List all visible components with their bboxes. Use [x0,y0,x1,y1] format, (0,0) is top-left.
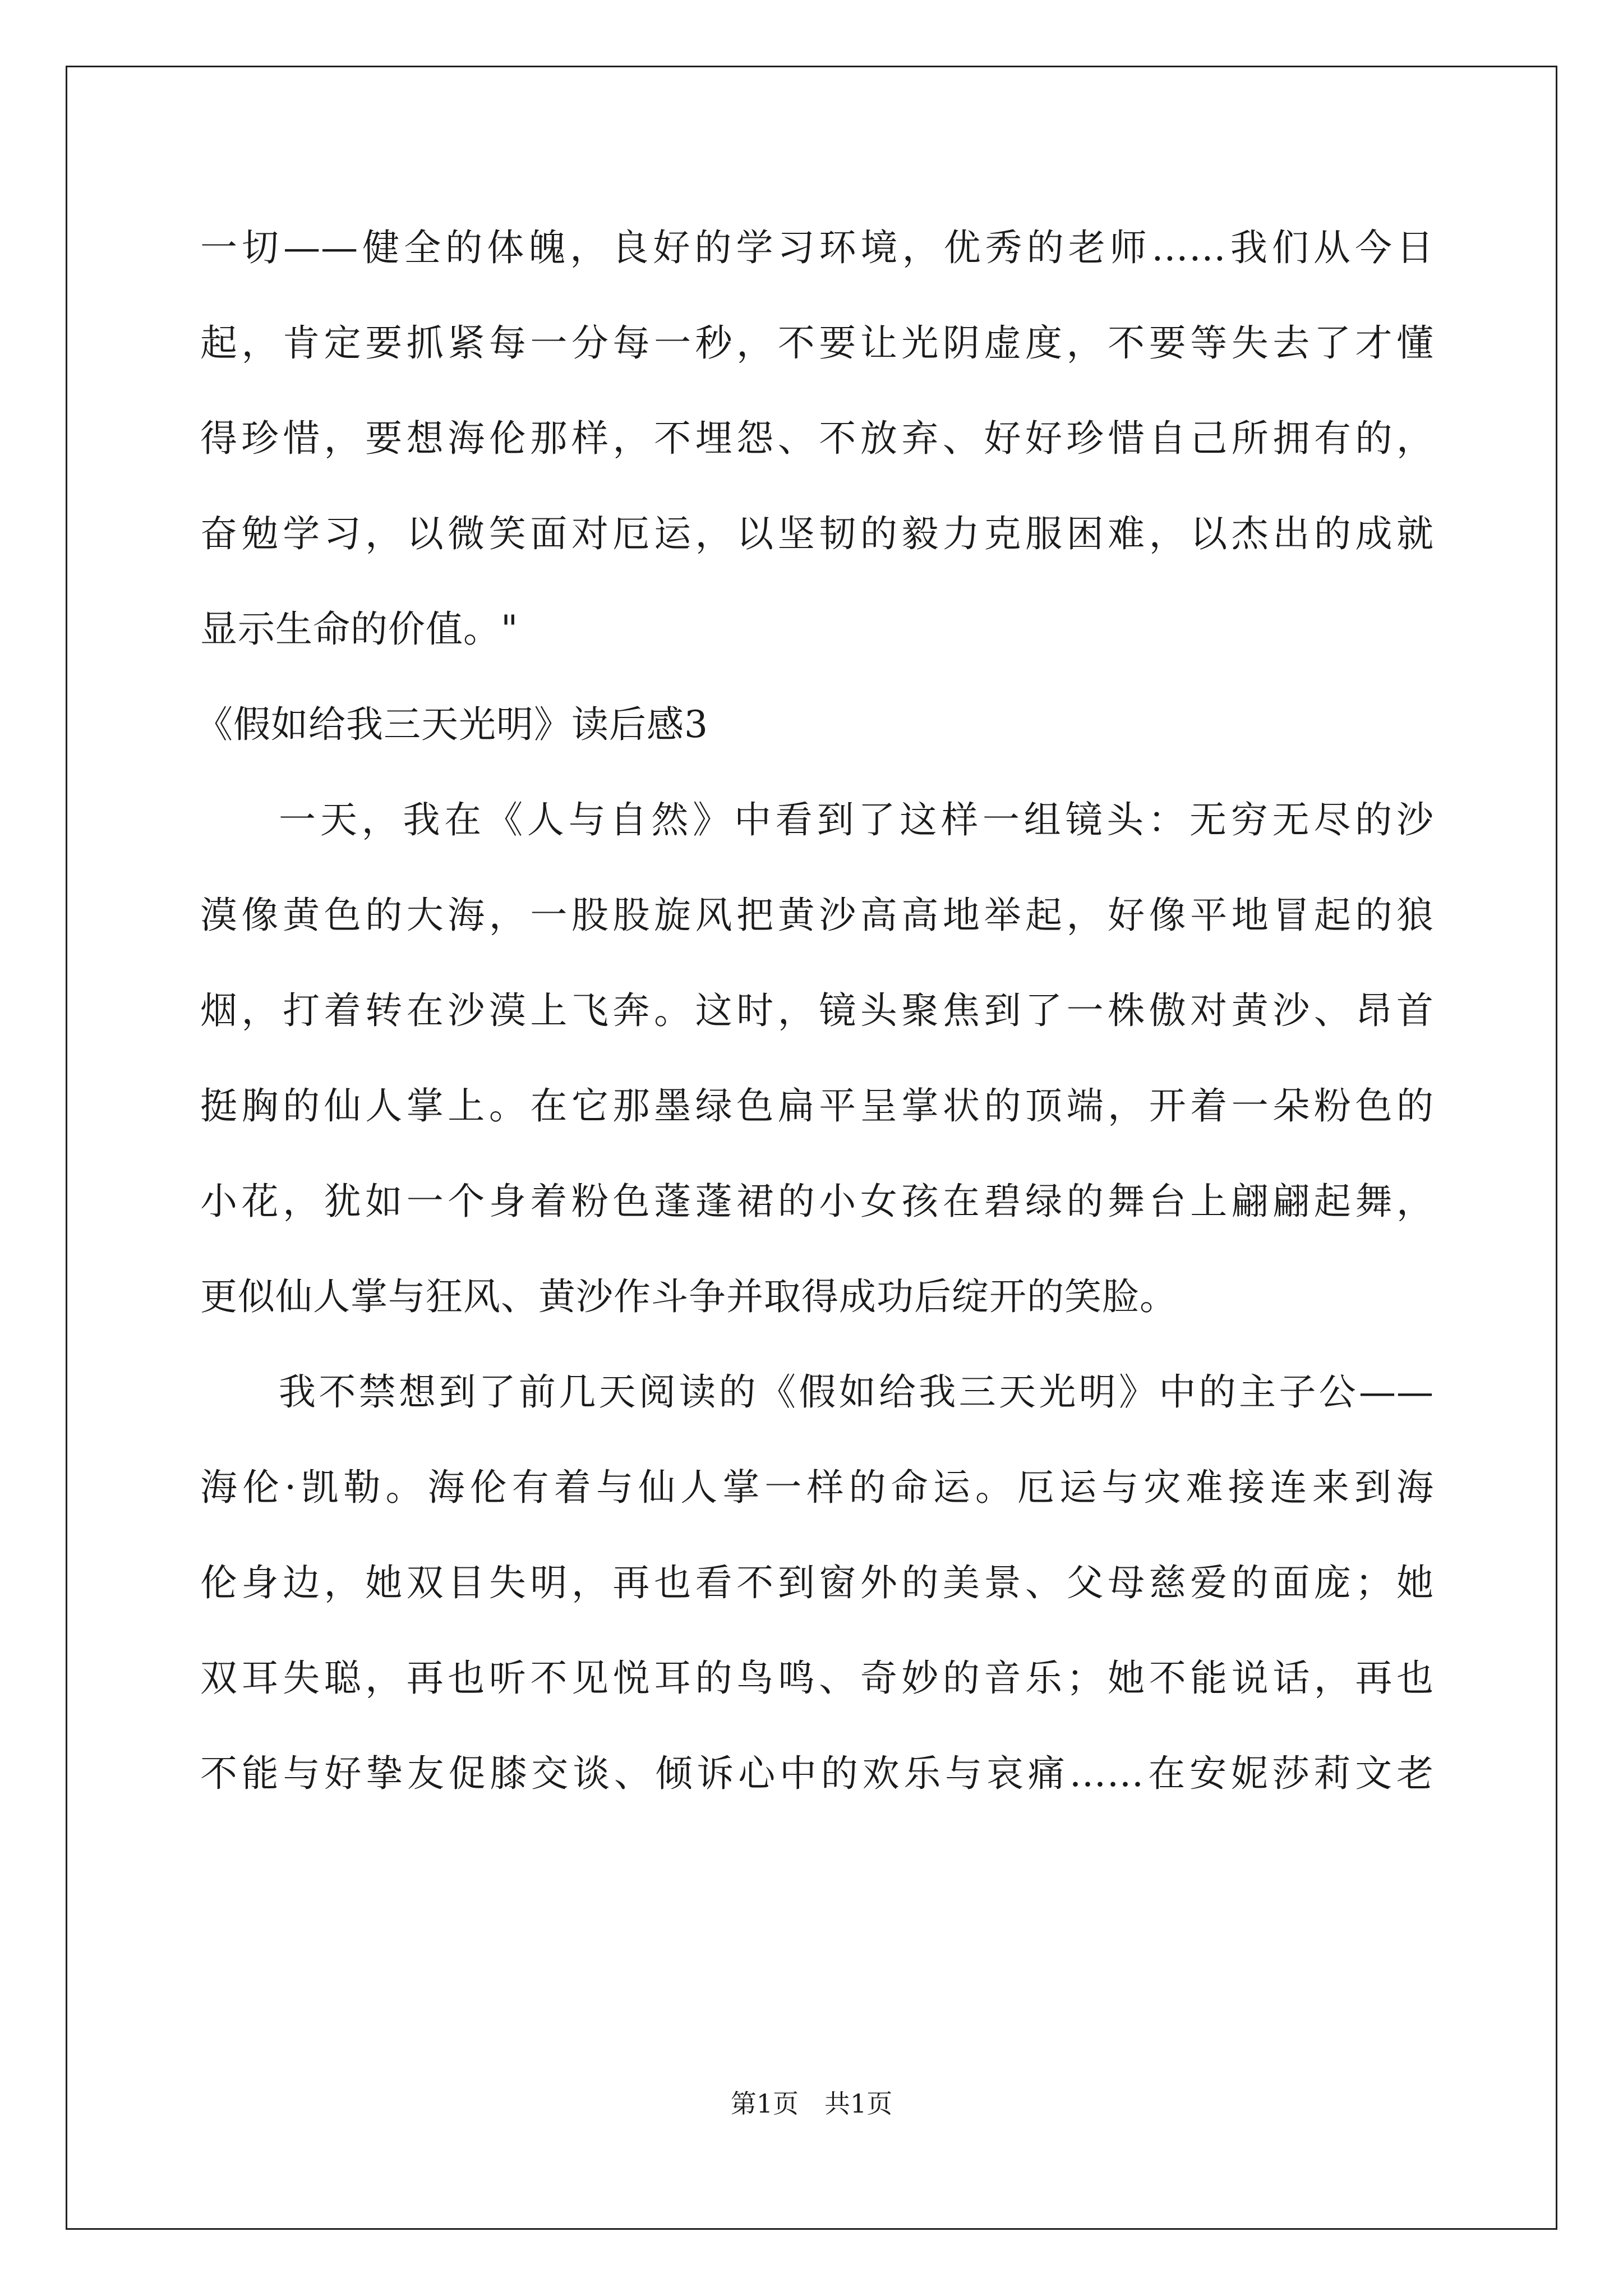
text-line: 小花，犹如一个身着粉色蓬蓬裙的小女孩在碧绿的舞台上翩翩起舞， [200,1180,1434,1223]
paragraph-helen [200,1345,1434,1821]
text-line: 烟，打着转在沙漠上飞奔。这时，镜头聚焦到了一株傲对黄沙、昂首 [200,989,1434,1032]
text-line: 挺胸的仙人掌上。在它那墨绿色扁平呈掌状的顶端，开着一朵粉色的 [200,1084,1434,1128]
text-line: 起，肯定要抓紧每一分每一秒，不要让光阴虚度，不要等失去了才懂 [200,321,1434,365]
page-footer: 第1页 共1页 [730,2088,893,2119]
text-line: 海伦·凯勒。海伦有着与仙人掌一样的命运。厄运与灾难接连来到海 [200,1466,1434,1509]
text-line: 显示生命的价值。" [200,608,519,651]
text-line: 奋勉学习，以微笑面对厄运，以坚韧的毅力克服困难，以杰出的成就 [200,512,1434,555]
document-body [196,200,1434,1821]
text-line: 更似仙人掌与狂风、黄沙作斗争并取得成功后绽开的笑脸。 [200,1275,1177,1318]
text-line: 不能与好挚友促膝交谈、倾诉心中的欢乐与哀痛……在安妮莎莉文老 [200,1752,1434,1795]
text-line: 我不禁想到了前几天阅读的《假如给我三天光明》中的主子公—— [279,1370,1434,1414]
text-line: 一天，我在《人与自然》中看到了这样一组镜头：无穷无尽的沙 [279,798,1434,841]
text-line: 伦身边，她双目失明，再也看不到窗外的美景、父母慈爱的面庞；她 [200,1561,1434,1604]
paragraph-continued [200,200,1434,677]
text-line: 得珍惜，要想海伦那样，不埋怨、不放弃、好好珍惜自己所拥有的， [200,417,1434,460]
text-line: 双耳失聪，再也听不见悦耳的鸟鸣、奇妙的音乐；她不能说话，再也 [200,1657,1434,1700]
text-line: 漠像黄色的大海，一股股旋风把黄沙高高地举起，好像平地冒起的狼 [200,894,1434,937]
paragraph-cactus [200,772,1434,1345]
section-heading: 《假如给我三天光明》读后感3 [196,703,708,746]
text-line: 一切——健全的体魄，良好的学习环境，优秀的老师……我们从今日 [200,226,1434,269]
